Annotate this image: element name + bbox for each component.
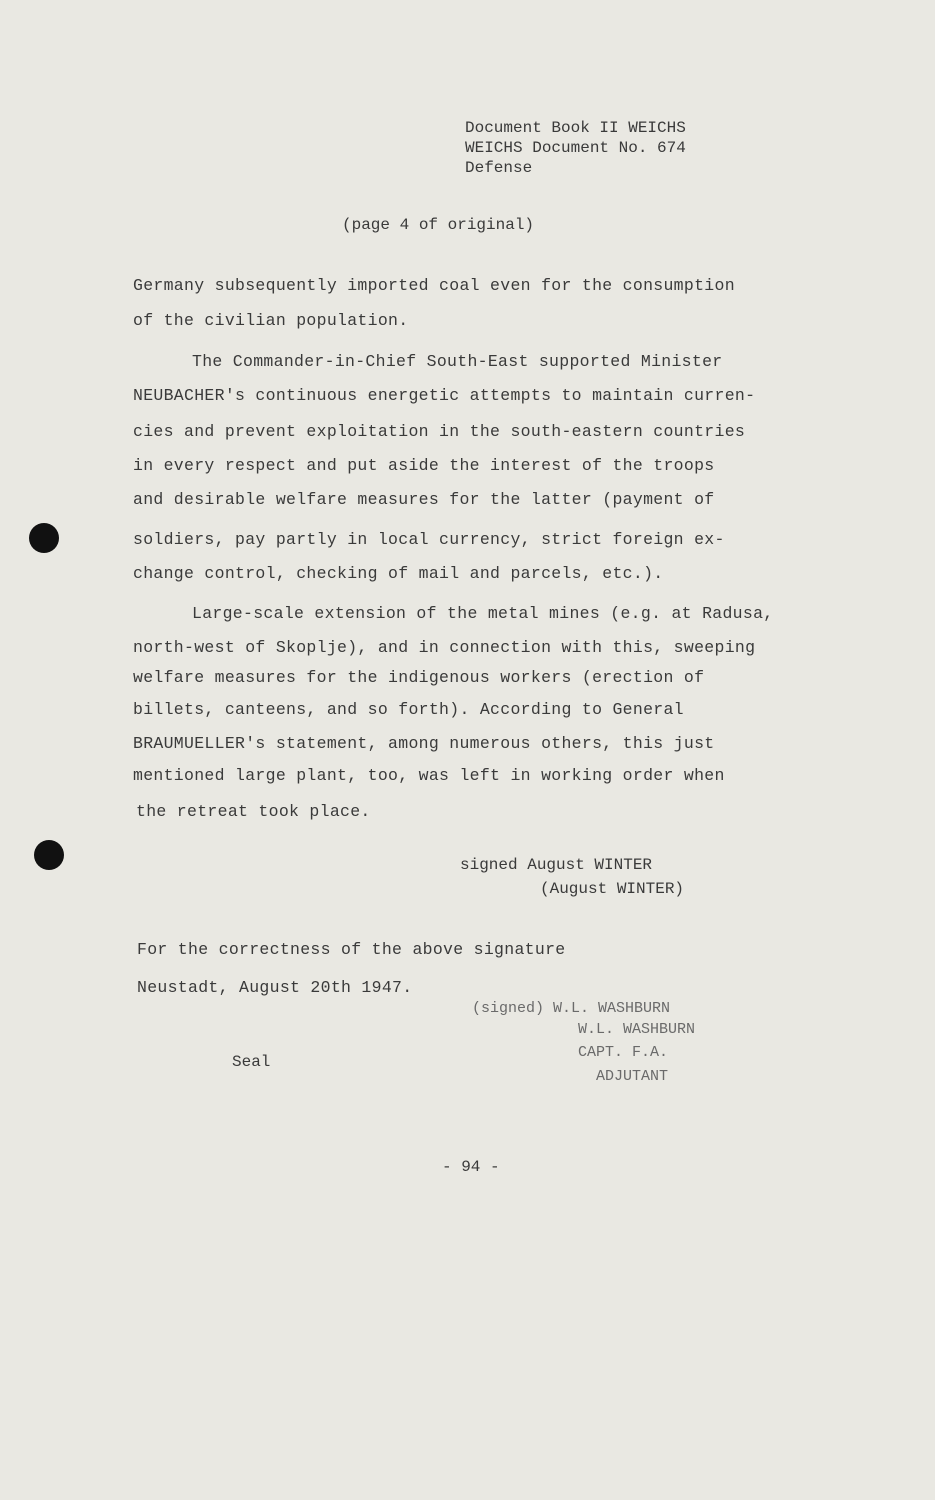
body-line: mentioned large plant, too, was left in working order when bbox=[133, 766, 725, 785]
certifier-rank: CAPT. F.A. bbox=[578, 1044, 669, 1061]
certifier-signed: (signed) W.L. WASHBURN bbox=[472, 1000, 671, 1017]
signed-line: signed August WINTER bbox=[460, 856, 653, 874]
body-line: welfare measures for the indigenous workers (erection of bbox=[133, 668, 705, 687]
body-line: BRAUMUELLER's statement, among numerous others, this just bbox=[133, 734, 715, 753]
punch-hole-bottom bbox=[34, 840, 64, 870]
signer-name: (August WINTER) bbox=[540, 880, 685, 898]
body-line: NEUBACHER's continuous energetic attempts to maintain curren- bbox=[133, 386, 756, 405]
body-line: Germany subsequently imported coal even for the consumption bbox=[133, 276, 735, 295]
body-line: in every respect and put aside the interest of the troops bbox=[133, 456, 715, 475]
body-line: The Commander-in-Chief South-East supported Minister bbox=[192, 352, 723, 371]
header-line-2: WEICHS Document No. 674 bbox=[465, 139, 686, 157]
body-line: north-west of Skoplje), and in connection with this, sweeping bbox=[133, 638, 756, 657]
page-reference: (page 4 of original) bbox=[342, 216, 535, 234]
header-line-3: Defense bbox=[465, 159, 533, 177]
body-line: soldiers, pay partly in local currency, strict foreign ex- bbox=[133, 530, 725, 549]
body-line: cies and prevent exploitation in the south-eastern countries bbox=[133, 422, 746, 441]
certifier-title: ADJUTANT bbox=[596, 1068, 669, 1085]
document-header bbox=[465, 118, 686, 178]
place-date: Neustadt, August 20th 1947. bbox=[137, 978, 413, 997]
certifier-name: W.L. WASHBURN bbox=[578, 1021, 696, 1038]
body-line: of the civilian population. bbox=[133, 311, 409, 330]
punch-hole-top bbox=[29, 523, 59, 553]
body-line: billets, canteens, and so forth). According to General bbox=[133, 700, 684, 719]
body-line: change control, checking of mail and parcels, etc.). bbox=[133, 564, 664, 583]
certification-statement: For the correctness of the above signature bbox=[137, 940, 566, 959]
body-line: the retreat took place. bbox=[136, 802, 371, 821]
seal-label: Seal bbox=[232, 1053, 271, 1071]
header-line-1: Document Book II WEICHS bbox=[465, 119, 686, 137]
body-line: and desirable welfare measures for the latter (payment of bbox=[133, 490, 715, 509]
body-line: Large-scale extension of the metal mines (e.g. at Radusa, bbox=[192, 604, 774, 623]
page-number: - 94 - bbox=[442, 1158, 500, 1176]
